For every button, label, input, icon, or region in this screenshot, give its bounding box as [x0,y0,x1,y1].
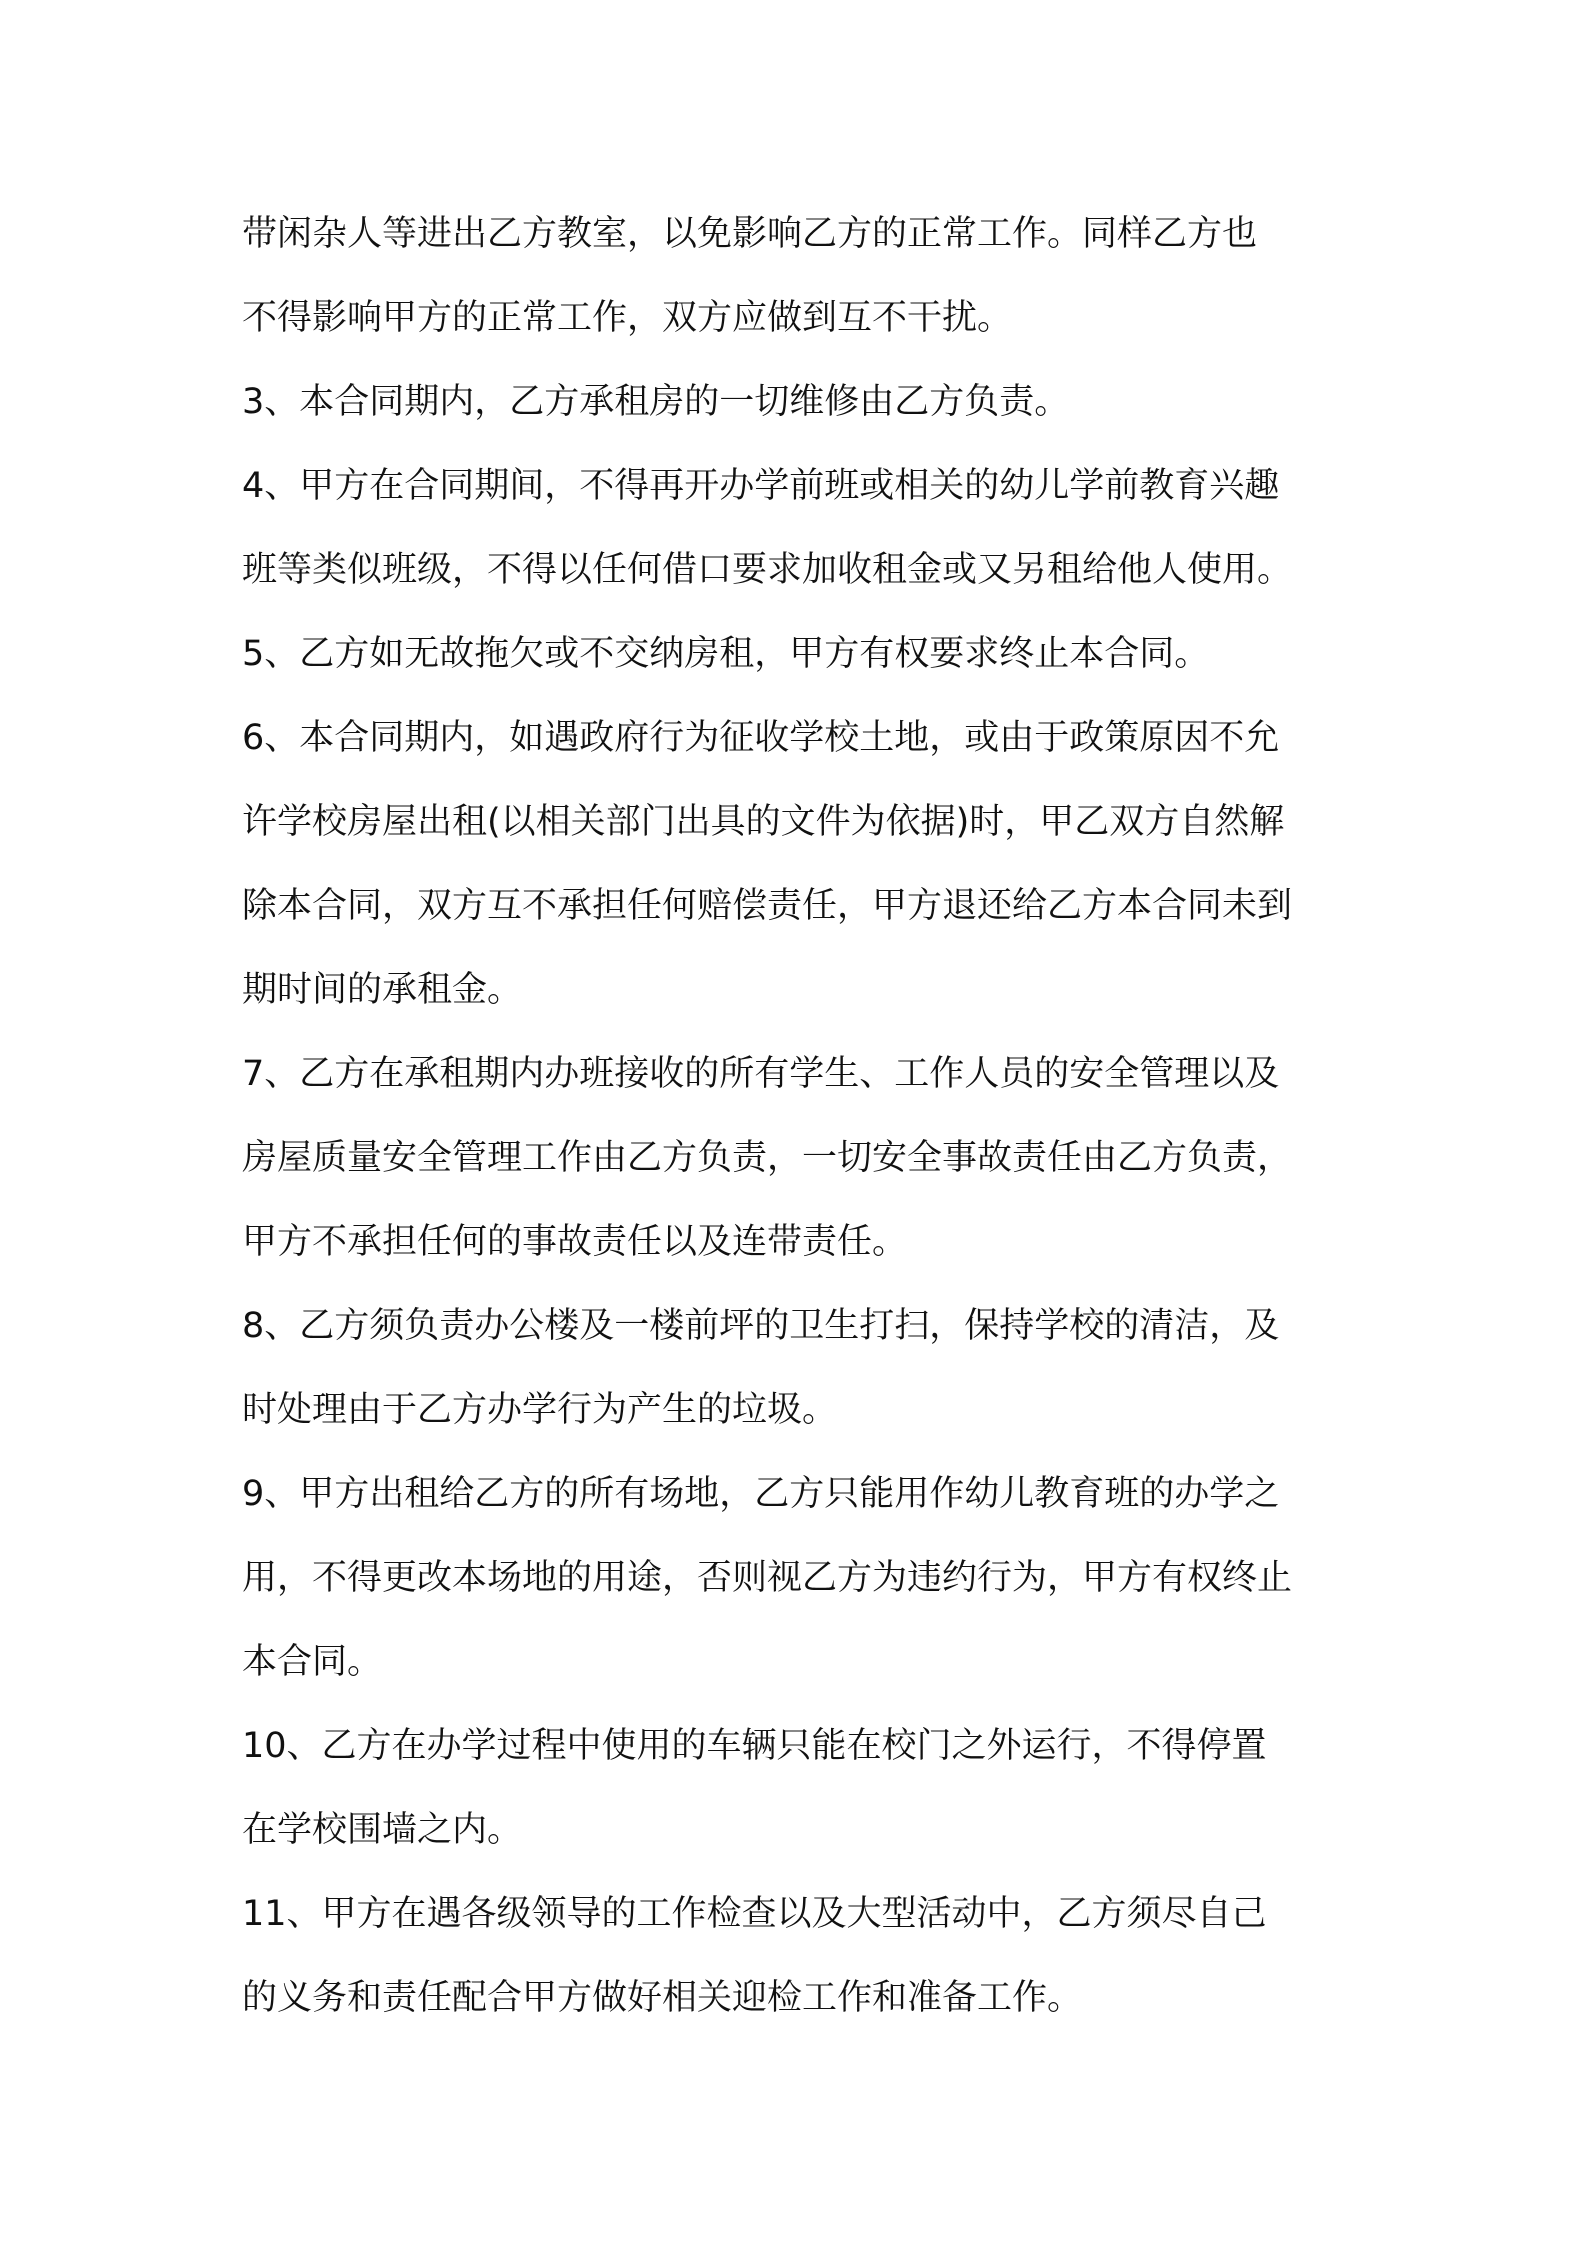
clause-11-line: 11、甲方在遇各级领导的工作检查以及大型活动中，乙方须尽自己 [242,1894,1267,1934]
text-line: 的义务和责任配合甲方做好相关迎检工作和准备工作。 [242,1978,1083,2018]
clause-9-line: 9、甲方出租给乙方的所有场地，乙方只能用作幼儿教育班的办学之 [242,1474,1280,1514]
text-line: 除本合同，双方互不承担任何赔偿责任，甲方退还给乙方本合同未到 [242,886,1293,926]
text-line: 班等类似班级，不得以任何借口要求加收租金或又另租给他人使用。 [242,550,1293,590]
clause-8-line: 8、乙方须负责办公楼及一楼前坪的卫生打扫，保持学校的清洁，及 [242,1306,1280,1346]
text-line: 甲方不承担任何的事故责任以及连带责任。 [242,1222,908,1262]
text-line: 不得影响甲方的正常工作，双方应做到互不干扰。 [242,298,1013,338]
clause-5-line: 5、乙方如无故拖欠或不交纳房租，甲方有权要求终止本合同。 [242,634,1210,674]
text-line: 用，不得更改本场地的用途，否则视乙方为违约行为，甲方有权终止 [242,1558,1293,1598]
text-line: 时处理由于乙方办学行为产生的垃圾。 [242,1390,838,1430]
clause-10-line: 10、乙方在办学过程中使用的车辆只能在校门之外运行，不得停置 [242,1726,1267,1766]
clause-4-line: 4、甲方在合同期间，不得再开办学前班或相关的幼儿学前教育兴趣 [242,466,1280,506]
text-line: 房屋质量安全管理工作由乙方负责，一切安全事故责任由乙方负责， [242,1138,1293,1178]
text-line: 期时间的承租金。 [242,970,523,1010]
clause-3-line: 3、本合同期内，乙方承租房的一切维修由乙方负责。 [242,382,1070,422]
clause-7-line: 7、乙方在承租期内办班接收的所有学生、工作人员的安全管理以及 [242,1054,1280,1094]
text-line: 本合同。 [242,1642,383,1682]
clause-6-line: 6、本合同期内，如遇政府行为征收学校土地，或由于政策原因不允 [242,718,1280,758]
text-line: 在学校围墙之内。 [242,1810,523,1850]
text-line: 许学校房屋出租(以相关部门出具的文件为依据)时，甲乙双方自然解 [242,802,1285,842]
document-body [242,192,1362,2040]
text-line: 带闲杂人等进出乙方教室，以免影响乙方的正常工作。同样乙方也 [242,214,1258,254]
